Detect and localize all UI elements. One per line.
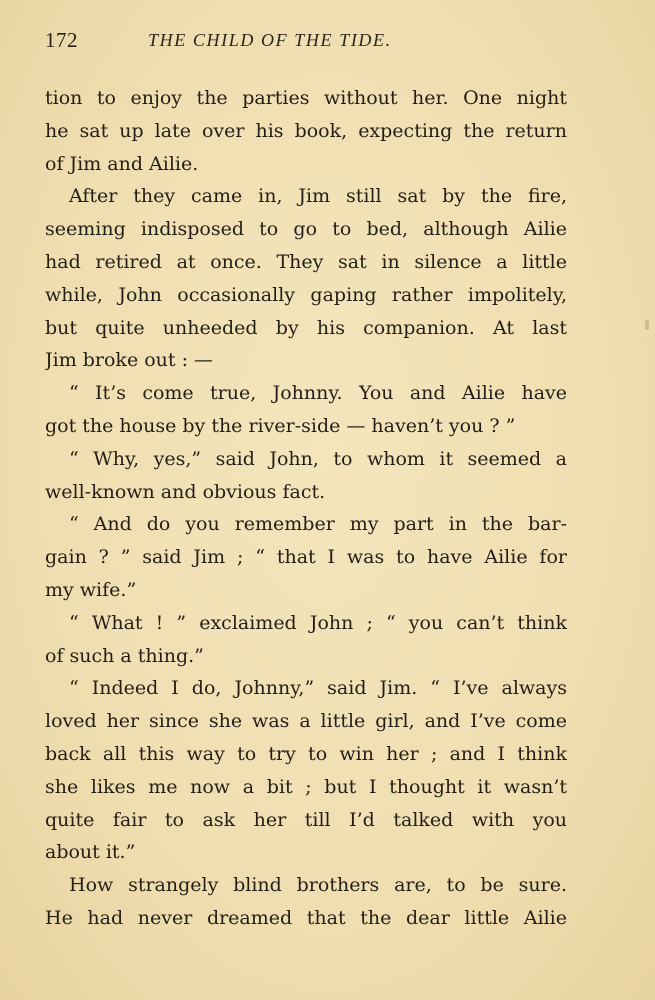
- text-line: Jim broke out : —: [45, 349, 214, 372]
- text-line: After they came in, Jim still sat by the fire,: [69, 185, 567, 208]
- text-line: loved her since she was a little girl, and I’ve come: [45, 710, 567, 733]
- text-line: she likes me now a bit ; but I thought it wasn’t: [45, 775, 567, 798]
- text-line: of Jim and Ailie.: [45, 152, 199, 175]
- text-line: “ Why, yes,” said John, to whom it seemed a: [69, 447, 567, 470]
- text-line: of such a thing.”: [45, 644, 204, 667]
- page-number: 172: [45, 28, 78, 52]
- text-line: while, John occasionally gaping rather impolitely,: [45, 283, 567, 306]
- text-line: tion to enjoy the parties without her. One night: [45, 87, 567, 109]
- text-line: had retired at once. They sat in silence a little: [45, 250, 567, 273]
- text-line: “ And do you remember my part in the bar-: [69, 513, 567, 536]
- text-line: well-known and obvious fact.: [45, 480, 326, 503]
- text-line: gain ? ” said Jim ; “ that I was to have Ailie for: [45, 546, 567, 569]
- text-line: but quite unheeded by his companion. At last: [45, 316, 567, 339]
- text-line: “ What ! ” exclaimed John ; “ you can’t think: [69, 611, 567, 634]
- text-line: he sat up late over his book, expecting the return: [45, 119, 567, 142]
- text-line: “ Indeed I do, Johnny,” said Jim. “ I’ve always: [69, 677, 567, 700]
- paper-mark: [645, 320, 649, 330]
- text-line: seeming indisposed to go to bed, although Ailie: [45, 218, 567, 241]
- text-line: back all this way to try to win her ; and I think: [45, 742, 567, 765]
- text-line: quite fair to ask her till I’d talked with you: [45, 808, 567, 831]
- text-line: He had never dreamed that the dear little Ailie: [45, 906, 567, 929]
- page-header: [45, 28, 570, 62]
- text-line: got the house by the river-side — haven’t you ? ”: [45, 414, 516, 437]
- text-line: about it.”: [45, 841, 136, 864]
- body-text: [45, 82, 567, 935]
- text-line: How strangely blind brothers are, to be sure.: [69, 874, 567, 897]
- text-line: my wife.”: [45, 578, 137, 601]
- text-line: “ It’s come true, Johnny. You and Ailie have: [69, 382, 567, 405]
- running-title: THE CHILD OF THE TIDE.: [148, 30, 392, 50]
